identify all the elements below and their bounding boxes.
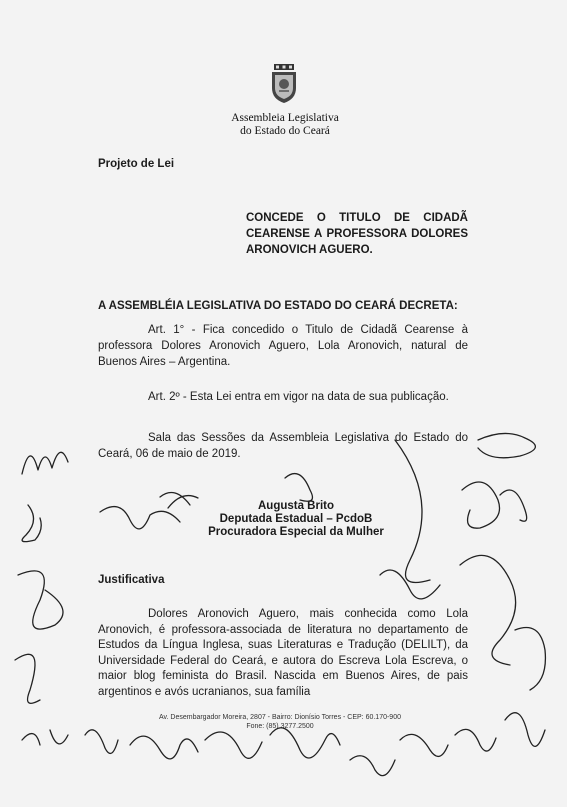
- signature-block: [196, 500, 396, 539]
- signature-mark: [85, 730, 118, 754]
- signatory-role: Deputada Estadual – PcdoB: [219, 513, 373, 525]
- signature-mark: [270, 728, 340, 758]
- signature-mark: [100, 507, 180, 529]
- decree-heading: A ASSEMBLÉIA LEGISLATIVA DO ESTADO DO CEARÁ DECRETA:: [98, 300, 458, 312]
- institution-line-2: do Estado do Ceará: [240, 125, 330, 137]
- signature-mark: [205, 732, 262, 758]
- institution-line-1: Assembleia Legislativa: [231, 112, 339, 124]
- signatory-name: Augusta Brito: [257, 500, 335, 512]
- bill-title: CONCEDE O TITULO DE CIDADÃ CEARENSE A PROFESSORA DOLORES ARONOVICH AGUERO.: [246, 212, 468, 256]
- justification-text: Dolores Aronovich Aguero, mais conhecida como Lola Aronovich, é professora-associada de literatura no departamento de Estudos da Língua Inglesa, suas Literaturas e Tradução (DELILT), da Universidade Federal do Ceará, e autora do Escreva Lola Escreva, o maior blog feminista do Brasil. Nascida em Buenos Aires, de pais argentinos e avós ucranianos, sua família: [98, 608, 468, 698]
- signature-mark: [350, 756, 395, 776]
- signature-mark: [460, 555, 516, 665]
- signature-mark: [285, 474, 312, 502]
- doc-type: Projeto de Lei: [98, 158, 175, 170]
- article-2: Art. 2º - Esta Lei entra em vigor na data de sua publicação.: [148, 391, 449, 403]
- signature-mark: [380, 570, 440, 599]
- signature-mark: [15, 654, 40, 703]
- signature-mark: [455, 729, 496, 751]
- coat-of-arms-icon: [270, 64, 298, 104]
- signature-mark: [160, 493, 198, 509]
- footer-address-block: [150, 713, 410, 731]
- footer-phone: Fone: (85) 3277.2500: [246, 723, 314, 730]
- signature-mark: [505, 713, 545, 747]
- institution-name: [200, 112, 370, 138]
- justification-heading: Justificativa: [98, 574, 165, 586]
- signature-mark: [18, 571, 63, 629]
- signatory-office: Procuradora Especial da Mulher: [208, 526, 384, 538]
- signature-mark: [22, 505, 41, 542]
- signature-mark: [130, 736, 198, 759]
- article-1: Art. 1° - Fica concedido o Titulo de Cidadã Cearense à professora Dolores Aronovich Aguero, Lola Aronovich, natural de Buenos Aires – Argentina.: [98, 324, 468, 368]
- signature-mark: [515, 628, 545, 691]
- place-date: Sala das Sessões da Assembleia Legislativa do Estado do Ceará, 06 de maio de 2019.: [98, 432, 468, 460]
- footer-address: Av. Desembargador Moreira, 2807 - Bairro: Dionísio Torres - CEP: 60.170-900: [158, 714, 401, 721]
- signature-mark: [478, 433, 535, 457]
- signature-mark: [22, 452, 68, 474]
- signature-mark: [462, 482, 500, 528]
- signature-mark: [400, 734, 448, 756]
- signature-mark: [22, 730, 68, 745]
- signature-mark: [500, 490, 527, 521]
